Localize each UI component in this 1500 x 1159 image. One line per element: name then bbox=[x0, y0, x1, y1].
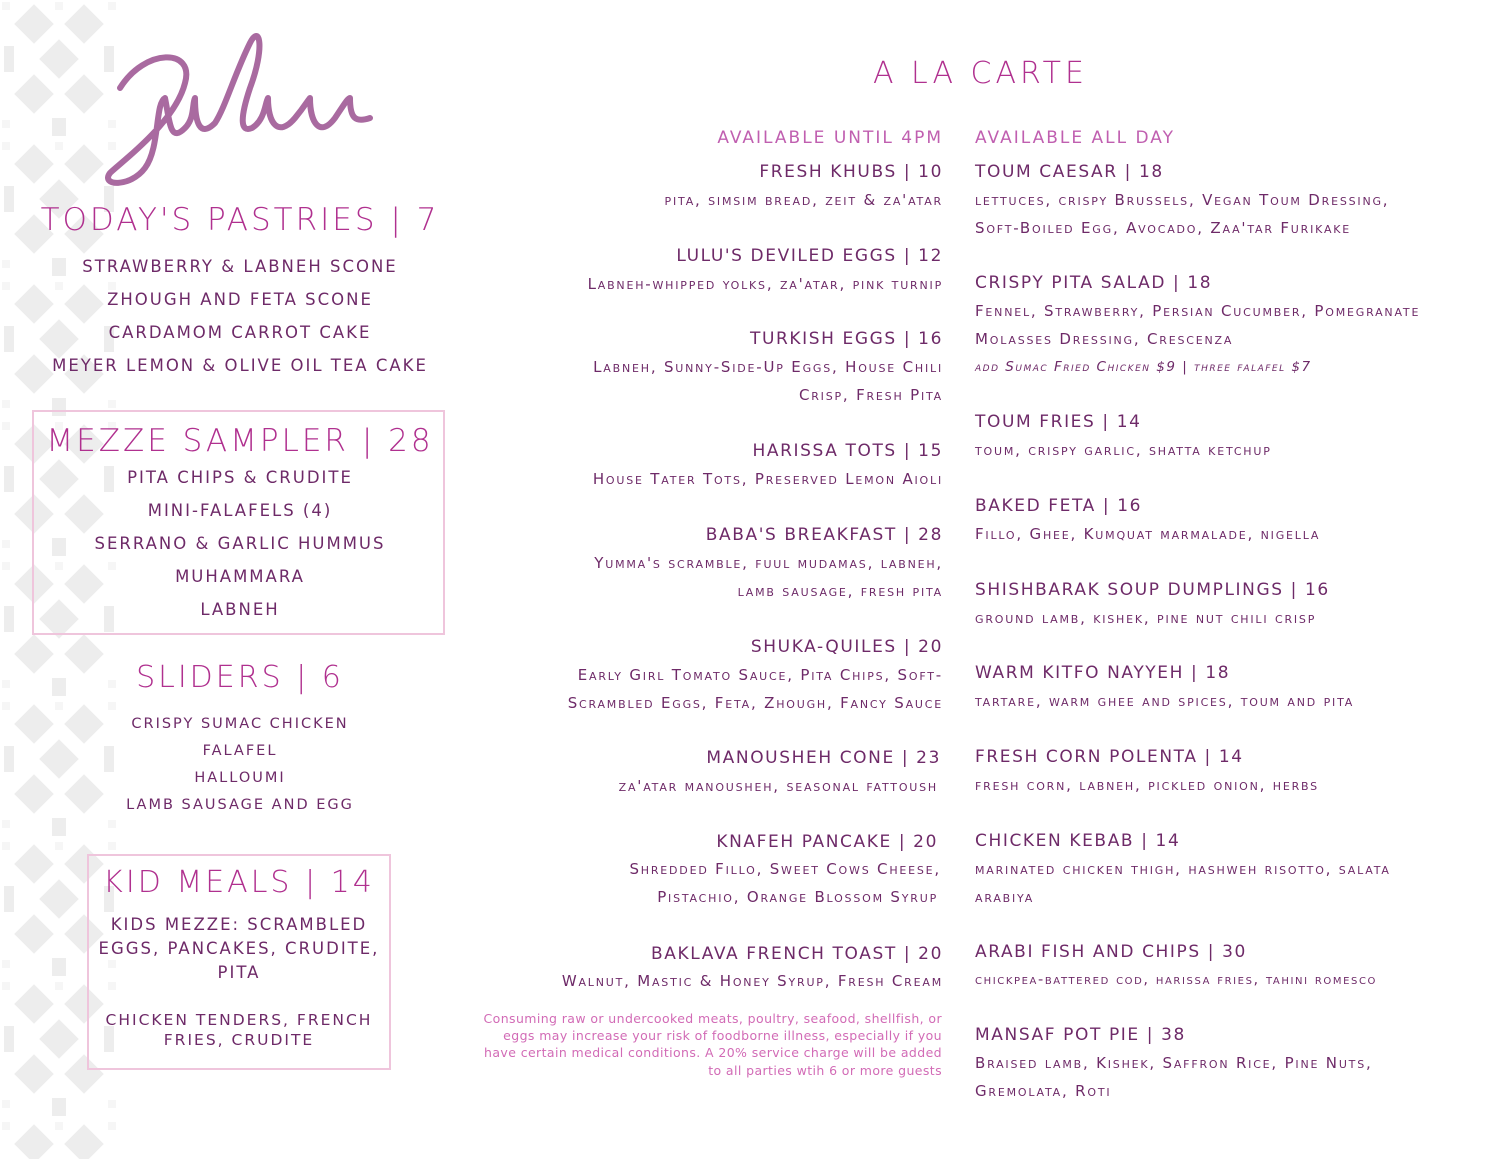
carte-title: A LA CARTE bbox=[873, 56, 1088, 91]
menu-item-desc: Fillo, Ghee, Kumquat marmalade, nigella bbox=[975, 525, 1321, 543]
menu-item-name: BABA'S BREAKFAST | 28 bbox=[705, 525, 943, 545]
menu-item-name: SHISHBARAK SOUP DUMPLINGS | 16 bbox=[975, 580, 1330, 600]
menu-item-name: CRISPY PITA SALAD | 18 bbox=[975, 273, 1213, 293]
menu-item-name: MANOUSHEH CONE | 23 bbox=[706, 748, 941, 768]
menu-item-desc: za'atar manousheh, seasonal fattoush bbox=[618, 777, 938, 795]
mezze-list bbox=[40, 461, 440, 626]
menu-item-desc: fresh corn, labneh, pickled onion, herbs bbox=[975, 776, 1319, 794]
menu-item-desc: ground lamb, kishek, pine nut chili crisp bbox=[975, 609, 1317, 627]
list-item: MEYER LEMON & OLIVE OIL TEA CAKE bbox=[52, 356, 428, 375]
menu-item-desc: Braised lamb, Kishek, Saffron Rice, Pine Nuts, bbox=[975, 1054, 1373, 1072]
menu-item-desc: arabiya bbox=[975, 888, 1035, 906]
list-item: HALLOUMI bbox=[194, 770, 286, 786]
menu-item-desc: Yumma's scramble, fuul mudamas, labneh, bbox=[594, 554, 943, 572]
menu-item-name: KNAFEH PANCAKE | 20 bbox=[716, 832, 938, 852]
menu-item-name: TURKISH EGGS | 16 bbox=[749, 329, 943, 349]
menu-item-desc: Walnut, Mastic & Honey Syrup, Fresh Cream bbox=[561, 972, 943, 990]
menu-item-desc: toum, crispy garlic, shatta ketchup bbox=[975, 441, 1272, 459]
menu-item-desc: Shredded Fillo, Sweet Cows Cheese, bbox=[629, 860, 941, 878]
menu-item-desc: Crisp, Fresh Pita bbox=[798, 386, 943, 404]
list-item: PITA CHIPS & CRUDITE bbox=[127, 468, 353, 487]
until4-heading: AVAILABLE UNTIL 4PM bbox=[717, 128, 943, 148]
menu-item-desc: lamb sausage, fresh pita bbox=[737, 582, 943, 600]
kids-title: KID MEALS | 14 bbox=[103, 865, 375, 900]
list-item: ZHOUGH AND FETA SCONE bbox=[107, 290, 373, 309]
menu-item-name: LULU'S DEVILED EGGS | 12 bbox=[676, 246, 943, 266]
menu-item-name: CHICKEN KEBAB | 14 bbox=[975, 831, 1181, 851]
menu-item-name: FRESH CORN POLENTA | 14 bbox=[975, 747, 1244, 767]
kids-line: KIDS MEZZE: SCRAMBLED bbox=[110, 915, 368, 934]
menu-item-desc: Pistachio, Orange Blossom Syrup bbox=[657, 888, 938, 906]
menu-item-desc: Scrambled Eggs, Feta, Zhough, Fancy Sauce bbox=[567, 694, 943, 712]
sliders-list bbox=[40, 711, 440, 819]
menu-item-name: TOUM FRIES | 14 bbox=[975, 412, 1142, 432]
menu-item-name: SHUKA-QUILES | 20 bbox=[750, 637, 943, 657]
list-item: STRAWBERRY & LABNEH SCONE bbox=[82, 257, 398, 276]
menu-item-name: FRESH KHUBS | 10 bbox=[759, 162, 943, 182]
kids-item-tenders bbox=[87, 1010, 391, 1050]
menu-item-name: MANSAF POT PIE | 38 bbox=[975, 1025, 1186, 1045]
pastries-title: TODAY'S PASTRIES | 7 bbox=[40, 202, 440, 238]
list-item: MINI-FALAFELS (4) bbox=[147, 501, 333, 520]
menu-item-desc: Early Girl Tomato Sauce, Pita Chips, Soft- bbox=[577, 666, 943, 684]
list-item: FALAFEL bbox=[202, 743, 278, 759]
pastries-list bbox=[40, 250, 440, 382]
list-item: LAMB SAUSAGE AND EGG bbox=[126, 797, 354, 813]
menu-item-desc: Labneh, Sunny-Side-Up Eggs, House Chili bbox=[593, 358, 943, 376]
allday-heading: AVAILABLE ALL DAY bbox=[975, 128, 1175, 148]
kids-line: PITA bbox=[217, 963, 261, 982]
menu-item-desc: chickpea-battered cod, harissa fries, tahini romesco bbox=[975, 972, 1378, 988]
menu-item-name: ARABI FISH AND CHIPS | 30 bbox=[975, 942, 1247, 962]
menu-item-desc: Molasses Dressing, Crescenza bbox=[975, 330, 1234, 348]
list-item: LABNEH bbox=[200, 600, 280, 619]
menu-item-name: TOUM CAESAR | 18 bbox=[975, 162, 1164, 182]
list-item: CRISPY SUMAC CHICKEN bbox=[131, 716, 349, 732]
kids-line: FRIES, CRUDITE bbox=[163, 1031, 315, 1049]
menu-item-name: HARISSA TOTS | 15 bbox=[752, 441, 943, 461]
menu-item-desc: pita, simsim bread, zeit & za'atar bbox=[664, 191, 943, 209]
sliders-title: SLIDERS | 6 bbox=[136, 660, 344, 695]
menu-item-name: BAKED FETA | 16 bbox=[975, 496, 1143, 516]
kids-item-mezze bbox=[87, 913, 391, 985]
menu-item-addon: add Sumac Fried Chicken $9 | three falafel $7 bbox=[975, 359, 1312, 375]
list-item: MUHAMMARA bbox=[175, 567, 305, 586]
menu-item-name: BAKLAVA FRENCH TOAST | 20 bbox=[651, 944, 943, 964]
menu-item-desc: Fennel, Strawberry, Persian Cucumber, Pomegranate bbox=[975, 302, 1421, 320]
menu-item-name: WARM KITFO NAYYEH | 18 bbox=[975, 663, 1231, 683]
list-item: SERRANO & GARLIC HUMMUS bbox=[94, 534, 386, 553]
menu-item-desc: Soft-Boiled Egg, Avocado, Zaa'tar Furikake bbox=[975, 219, 1352, 237]
menu-item-desc: marinated chicken thigh, hashweh risotto, salata bbox=[975, 860, 1391, 878]
menu-item-desc: lettuces, crispy Brussels, Vegan Toum Dressing, bbox=[975, 191, 1390, 209]
menu-item-desc: Gremolata, Roti bbox=[975, 1082, 1112, 1100]
mezze-title: MEZZE SAMPLER | 28 bbox=[46, 423, 434, 459]
menu-item-desc: House Tater Tots, Preserved Lemon Aioli bbox=[592, 470, 943, 488]
menu-item-desc: Labneh-whipped yolks, za'atar, pink turnip bbox=[587, 275, 943, 293]
kids-line: CHICKEN TENDERS, FRENCH bbox=[105, 1011, 373, 1029]
menu-item-desc: tartare, warm ghee and spices, toum and pita bbox=[975, 692, 1355, 710]
kids-line: EGGS, PANCAKES, CRUDITE, bbox=[98, 939, 380, 958]
lulu-logo bbox=[100, 28, 380, 188]
list-item: CARDAMOM CARROT CAKE bbox=[108, 323, 372, 342]
food-safety-disclaimer: Consuming raw or undercooked meats, poultry, seafood, shellfish, or eggs may increase your risk of foodborne illness, especially if you have certain medical conditions. A 20% service charge will be added to all parties wtih 6 or more guests bbox=[483, 1011, 942, 1078]
